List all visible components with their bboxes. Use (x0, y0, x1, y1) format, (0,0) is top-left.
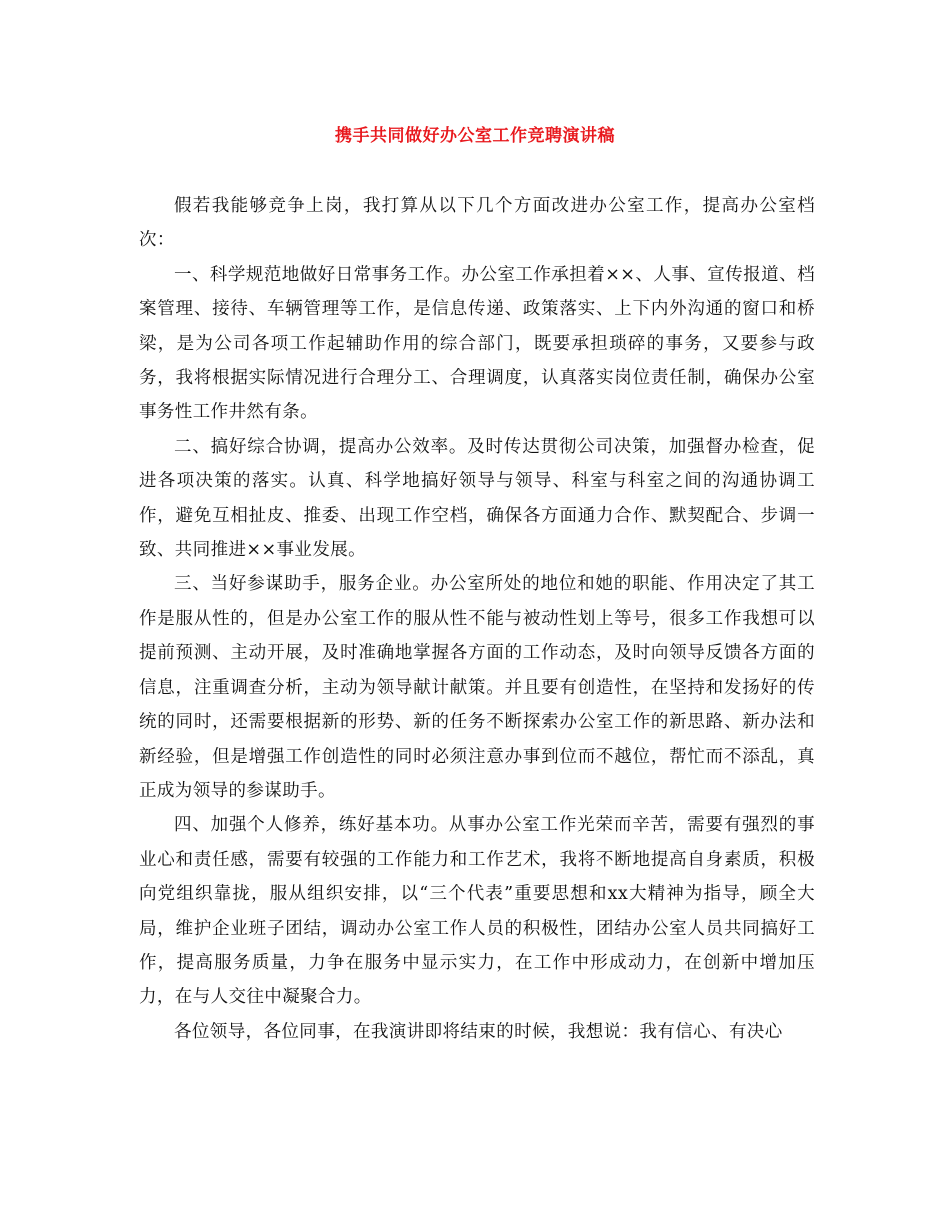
paragraph-intro: 假若我能够竞争上岗，我打算从以下几个方面改进办公室工作，提高办公室档次： (139, 196, 815, 251)
paragraph-section-2: 二、搞好综合协调，提高办公效率。及时传达贯彻公司决策，加强督办检查，促进各项决策的落实。认真、科学地搞好领导与领导、科室与科室之间的沟通协调工作，避免互相扯皮、推委、出现工作空档，确保各方面通力合作、默契配合、步调一致、共同推进××事业发展。 (139, 436, 815, 561)
document-title: 携手共同做好办公室工作竞聘演讲稿 (335, 126, 615, 146)
paragraph-section-3: 三、当好参谋助手，服务企业。办公室所处的地位和她的职能、作用决定了其工作是服从性的，但是办公室工作的服从性不能与被动性划上等号，很多工作我想可以提前预测、主动开展，及时准确地掌握各方面的工作动态，及时向领导反馈各方面的信息，注重调查分析，主动为领导献计献策。并且要有创造性，在坚持和发扬好的传统的同时，还需要根据新的形势、新的任务不断探索办公室工作的新思路、新办法和新经验，但是增强工作创造性的同时必须注意办事到位而不越位，帮忙而不添乱，真正成为领导的参谋助手。 (139, 574, 815, 801)
paragraph-section-4: 四、加强个人修养，练好基本功。从事办公室工作光荣而辛苦，需要有强烈的事业心和责任感，需要有较强的工作能力和工作艺术，我将不断地提高自身素质，积极向党组织靠拢，服从组织安排，以“三个代表”重要思想和xx大精神为指导，顾全大局，维护企业班子团结，调动办公室工作人员的积极性，团结办公室人员共同搞好工作，提高服务质量，力争在服务中显示实力，在工作中形成动力，在创新中增加压力，在与人交往中凝聚合力。 (139, 815, 815, 1008)
paragraph-section-1: 一、科学规范地做好日常事务工作。办公室工作承担着××、人事、宣传报道、档案管理、接待、车辆管理等工作，是信息传递、政策落实、上下内外沟通的窗口和桥梁，是为公司各项工作起辅助作用的综合部门，既要承担琐碎的事务，又要参与政务，我将根据实际情况进行合理分工、合理调度，认真落实岗位责任制，确保办公室事务性工作井然有条。 (139, 264, 815, 423)
paragraph-closing: 各位领导，各位同事，在我演讲即将结束的时候，我想说：我有信心、有决心 (174, 1021, 783, 1042)
document-body (139, 189, 815, 1049)
